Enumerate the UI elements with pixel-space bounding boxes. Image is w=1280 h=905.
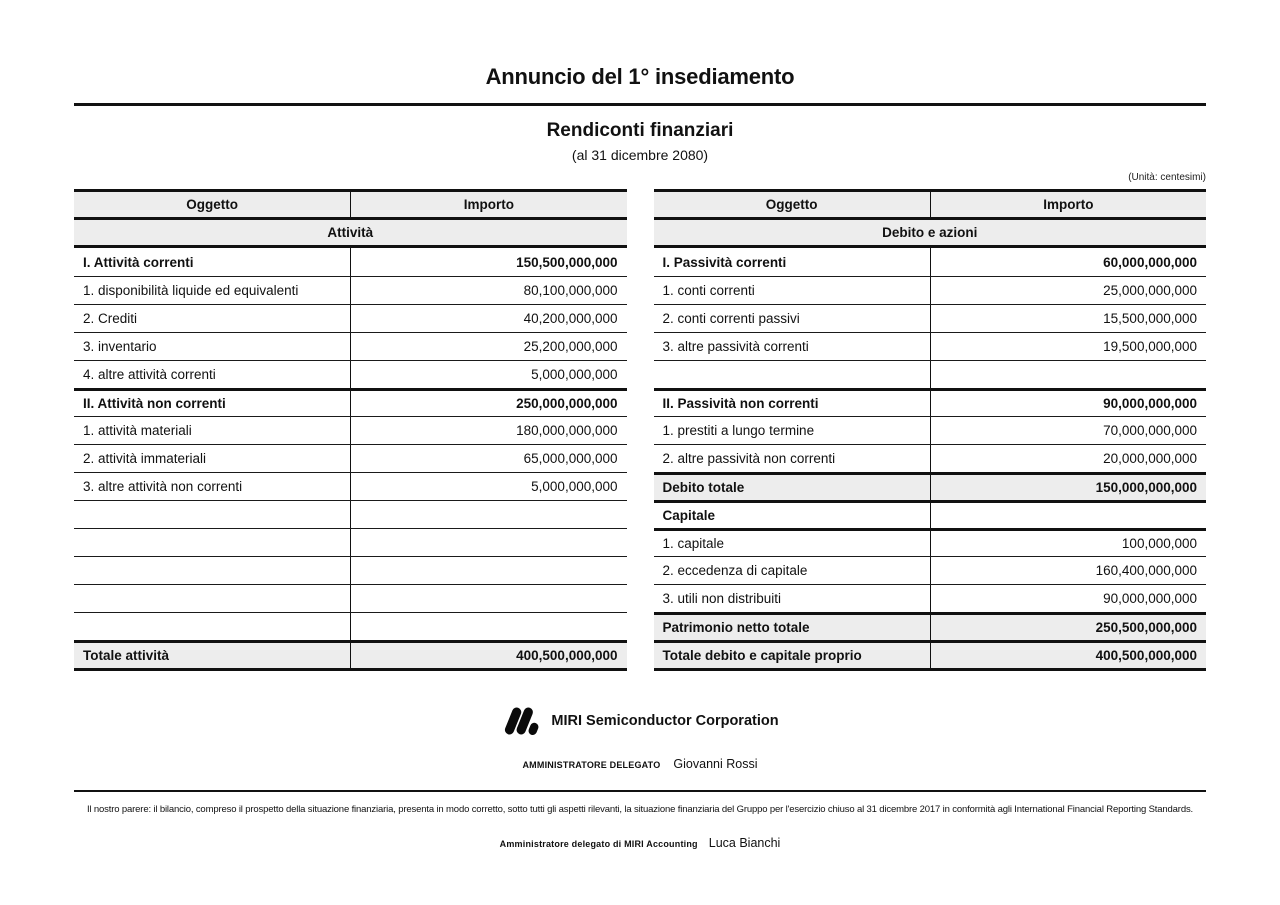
row-label: 1. conti correnti	[662, 283, 755, 298]
row-value: 5,000,000,000	[350, 473, 626, 500]
row-label: I. Passività correnti	[662, 254, 787, 270]
row-value: 150,500,000,000	[350, 248, 626, 276]
table-section-title: Attività	[74, 220, 627, 248]
row-value	[350, 529, 626, 556]
row-value: 400,500,000,000	[350, 643, 626, 668]
miri-logo-icon	[501, 706, 541, 736]
table-row	[654, 528, 1207, 556]
row-value	[930, 503, 1206, 528]
balance-sheet-tables	[74, 189, 1206, 671]
table-row	[74, 360, 627, 388]
row-label	[74, 585, 350, 612]
row-label: 2. attività immateriali	[83, 451, 207, 466]
row-label: Debito totale	[662, 480, 745, 495]
table-row	[74, 276, 627, 304]
table-row	[74, 248, 627, 276]
assets-table	[74, 189, 627, 671]
table-row	[654, 500, 1207, 528]
unit-note: (Unità: centesimi)	[1128, 172, 1206, 183]
row-value: 90,000,000,000	[930, 391, 1206, 416]
table-header-row	[74, 192, 627, 220]
table-row	[654, 612, 1207, 640]
row-label	[74, 529, 350, 556]
row-value: 150,000,000,000	[930, 475, 1206, 500]
table-row	[654, 584, 1207, 612]
row-label: 2. eccedenza di capitale	[662, 563, 808, 578]
table-row	[74, 528, 627, 556]
row-value	[350, 585, 626, 612]
row-label	[74, 557, 350, 584]
row-label: Patrimonio netto totale	[662, 620, 810, 635]
table-row	[654, 332, 1207, 360]
row-value: 40,200,000,000	[350, 305, 626, 332]
row-value	[350, 501, 626, 528]
audit-opinion-text: Il nostro parere: il bilancio, compreso il prospetto della situazione finanziaria, presenta in modo corretto, sotto tutti gli aspetti rilevanti, la situazione finanziaria del Gruppo per l'esercizio chiuso al 31 dicembre 2017 in conformità agli International Financial Reporting Standards.	[86, 804, 1194, 815]
row-label: II. Passività non correnti	[662, 396, 819, 411]
row-value	[930, 361, 1206, 388]
company-signature	[74, 706, 1206, 736]
row-label: Capitale	[662, 508, 716, 523]
accounting-title-label: Amministratore delegato di MIRI Accounting	[499, 839, 698, 849]
row-label: 2. altre passività non correnti	[662, 451, 836, 466]
row-value	[350, 557, 626, 584]
row-value: 25,000,000,000	[930, 277, 1206, 304]
table-row	[74, 640, 627, 668]
table-row	[74, 612, 627, 640]
row-label: II. Attività non correnti	[83, 396, 226, 411]
report-date: (al 31 dicembre 2080)	[571, 147, 709, 163]
row-value	[350, 613, 626, 640]
table-row	[654, 304, 1207, 332]
row-value: 180,000,000,000	[350, 417, 626, 444]
table-header-row	[654, 192, 1207, 220]
report-title: Rendiconti finanziari	[546, 120, 734, 141]
row-label: 2. conti correnti passivi	[662, 311, 800, 326]
accounting-signature-line	[74, 836, 1206, 850]
row-value: 25,200,000,000	[350, 333, 626, 360]
table-row	[74, 444, 627, 472]
table-row	[74, 416, 627, 444]
row-label: 1. prestiti a lungo termine	[662, 423, 815, 438]
row-label: I. Attività correnti	[83, 254, 194, 270]
row-value: 100,000,000	[930, 531, 1206, 556]
row-label	[74, 613, 350, 640]
row-value: 15,500,000,000	[930, 305, 1206, 332]
ceo-signature-line	[74, 757, 1206, 771]
row-label: 4. altre attività correnti	[83, 367, 216, 382]
table-row	[654, 640, 1207, 668]
row-label: Totale attività	[83, 648, 170, 663]
row-value: 65,000,000,000	[350, 445, 626, 472]
row-label: 3. inventario	[83, 339, 157, 354]
row-value: 5,000,000,000	[350, 361, 626, 388]
table-section-title: Debito e azioni	[654, 220, 1207, 248]
row-label: 3. altre passività correnti	[662, 339, 809, 354]
column-header: Importo	[930, 192, 1206, 217]
page-title: Annuncio del 1° insediamento	[485, 64, 795, 89]
title-divider	[74, 103, 1206, 106]
table-row	[654, 444, 1207, 472]
row-label: 1. disponibilità liquide ed equivalenti	[83, 283, 299, 298]
row-label	[654, 361, 930, 388]
row-value: 400,500,000,000	[930, 643, 1206, 668]
table-row	[74, 388, 627, 416]
row-label: 3. utili non distribuiti	[662, 591, 782, 606]
table-row	[654, 276, 1207, 304]
row-value: 90,000,000,000	[930, 585, 1206, 612]
row-label: 1. capitale	[662, 536, 725, 551]
row-value: 80,100,000,000	[350, 277, 626, 304]
row-value: 250,500,000,000	[930, 615, 1206, 640]
column-header: Importo	[350, 192, 626, 217]
row-value: 20,000,000,000	[930, 445, 1206, 472]
footer-divider	[74, 790, 1206, 792]
row-label: 2. Crediti	[83, 311, 138, 326]
table-row	[654, 472, 1207, 500]
table-row	[654, 360, 1207, 388]
table-row	[654, 416, 1207, 444]
liabilities-equity-table	[654, 189, 1207, 671]
row-value: 70,000,000,000	[930, 417, 1206, 444]
table-row	[74, 304, 627, 332]
ceo-title-label: AMMINISTRATORE DELEGATO	[522, 760, 661, 770]
row-label: 3. altre attività non correnti	[83, 479, 243, 494]
table-row	[74, 500, 627, 528]
row-value: 160,400,000,000	[930, 557, 1206, 584]
row-value: 19,500,000,000	[930, 333, 1206, 360]
row-label: 1. attività materiali	[83, 423, 192, 438]
table-row	[654, 388, 1207, 416]
row-label	[74, 501, 350, 528]
table-row	[74, 584, 627, 612]
row-value: 250,000,000,000	[350, 391, 626, 416]
table-row	[74, 472, 627, 500]
table-row	[74, 332, 627, 360]
table-row	[654, 248, 1207, 276]
row-value: 60,000,000,000	[930, 248, 1206, 276]
column-header: Oggetto	[765, 197, 818, 212]
table-row	[74, 556, 627, 584]
row-label: Totale debito e capitale proprio	[662, 648, 862, 663]
ceo-name: Giovanni Rossi	[673, 757, 758, 771]
company-name: MIRI Semiconductor Corporation	[551, 713, 779, 729]
table-row	[654, 556, 1207, 584]
column-header: Oggetto	[186, 197, 238, 212]
accounting-name: Luca Bianchi	[708, 836, 781, 850]
